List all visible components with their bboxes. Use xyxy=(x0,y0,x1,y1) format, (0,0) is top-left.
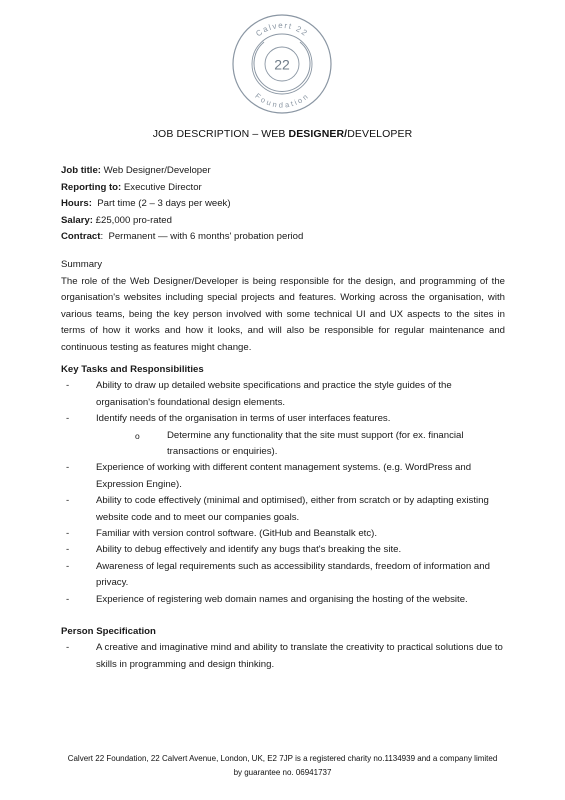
circle-bullet: o xyxy=(135,430,140,441)
summary-text: The role of the Web Designer/Developer is being responsible for the design, and programming of the organisation's websites including special projects and features. Working across the organisation, with various teams, being the key person involved with some technical UI and UX aspects to the sites in terms of how it works and how it looks, and will also be responsible for regular maintenance and continuous testing as features might change. xyxy=(61,275,505,353)
list-item-text: A creative and imaginative mind and ability to translate the creativity to practical solutions due to skills in programming and design thinking. xyxy=(96,642,503,670)
summary-heading: Summary xyxy=(61,259,103,270)
dash-bullet: - xyxy=(66,528,70,540)
logo-bottom-text: Foundation xyxy=(253,91,311,110)
list-item xyxy=(61,411,505,427)
sub-list-item xyxy=(131,428,505,461)
calvert-22-logo xyxy=(230,12,334,116)
field-value: Web Designer/Developer xyxy=(100,165,211,176)
document-title xyxy=(0,128,565,140)
page-footer xyxy=(30,752,535,779)
job-details xyxy=(61,163,303,246)
field-value: Executive Director xyxy=(121,181,202,193)
logo-top-text: Calvert 22 xyxy=(254,20,310,39)
field-reporting-to xyxy=(61,180,303,197)
list-item-text: Experience of working with different content management systems. (e.g. WordPress and Expression Engine). xyxy=(96,462,472,490)
dash-bullet: - xyxy=(66,593,70,605)
dash-bullet: - xyxy=(66,544,70,556)
dash-bullet: - xyxy=(66,495,70,507)
list-item xyxy=(61,542,505,558)
key-tasks-section xyxy=(61,362,505,608)
field-value: Part time (2 – 3 days per week) xyxy=(91,198,231,209)
list-item-text: Identify needs of the organisation in terms of user interfaces features. xyxy=(96,413,391,425)
list-item-text: Ability to draw up detailed website specifications and practice the style guides of the organisation's foundational design elements. xyxy=(96,380,452,408)
field-label: Reporting to: xyxy=(61,181,122,193)
title-part-1: JOB DESCRIPTION – WEB xyxy=(152,128,289,140)
field-label: Hours: xyxy=(61,198,92,209)
dash-bullet: - xyxy=(66,560,70,572)
list-item xyxy=(61,378,505,411)
field-contract xyxy=(61,229,303,246)
key-tasks-heading: Key Tasks and Responsibilities xyxy=(61,364,204,375)
dash-bullet: - xyxy=(66,462,70,474)
field-value: £25,000 pro-rated xyxy=(93,214,172,226)
person-specification-section xyxy=(61,624,505,673)
key-tasks-list xyxy=(61,378,505,608)
list-item xyxy=(61,640,505,673)
dash-bullet: - xyxy=(66,413,70,425)
title-part-2: DESIGNER/ xyxy=(288,128,348,140)
field-label: Job title: xyxy=(61,165,101,176)
dash-bullet: - xyxy=(66,380,70,392)
title-part-3: DEVELOPER xyxy=(347,128,413,140)
field-label: Contract xyxy=(61,231,101,242)
logo-number: 22 xyxy=(274,56,290,73)
footer-line-2: by guarantee no. 06941737 xyxy=(233,767,332,777)
list-item xyxy=(61,526,505,542)
field-hours xyxy=(61,196,303,213)
list-item-text: Ability to debug effectively and identify any bugs that's breaking the site. xyxy=(96,544,402,556)
summary-section xyxy=(61,257,505,356)
person-specification-heading: Person Specification xyxy=(61,626,156,637)
dash-bullet: - xyxy=(66,642,70,654)
list-item xyxy=(61,592,505,608)
field-salary xyxy=(61,213,303,230)
sub-list xyxy=(61,428,505,461)
list-item-text: Ability to code effectively (minimal and optimised), either from scratch or by adapting existing website code and to meet our companies goals. xyxy=(96,495,489,523)
list-item xyxy=(61,559,505,592)
field-job-title xyxy=(61,163,303,180)
sub-list-container xyxy=(61,428,505,461)
list-item xyxy=(61,493,505,526)
list-item-text: Experience of registering web domain names and organising the hosting of the website. xyxy=(96,593,468,605)
field-value: : Permanent — with 6 months' probation period xyxy=(100,231,304,242)
sub-list-item-text: Determine any functionality that the site must support (for ex. financial transactions or enquiries). xyxy=(167,429,464,458)
field-label: Salary: xyxy=(61,214,93,226)
list-item-text: Familiar with version control software. (GitHub and Beanstalk etc). xyxy=(96,528,377,540)
footer-line-1: Calvert 22 Foundation, 22 Calvert Avenue, London, UK, E2 7JP is a registered charity no.1134939 and a company limited xyxy=(67,754,498,763)
person-specification-list xyxy=(61,640,505,673)
list-item-text: Awareness of legal requirements such as accessibility standards, freedom of information and privacy. xyxy=(96,560,490,589)
list-item xyxy=(61,460,505,493)
